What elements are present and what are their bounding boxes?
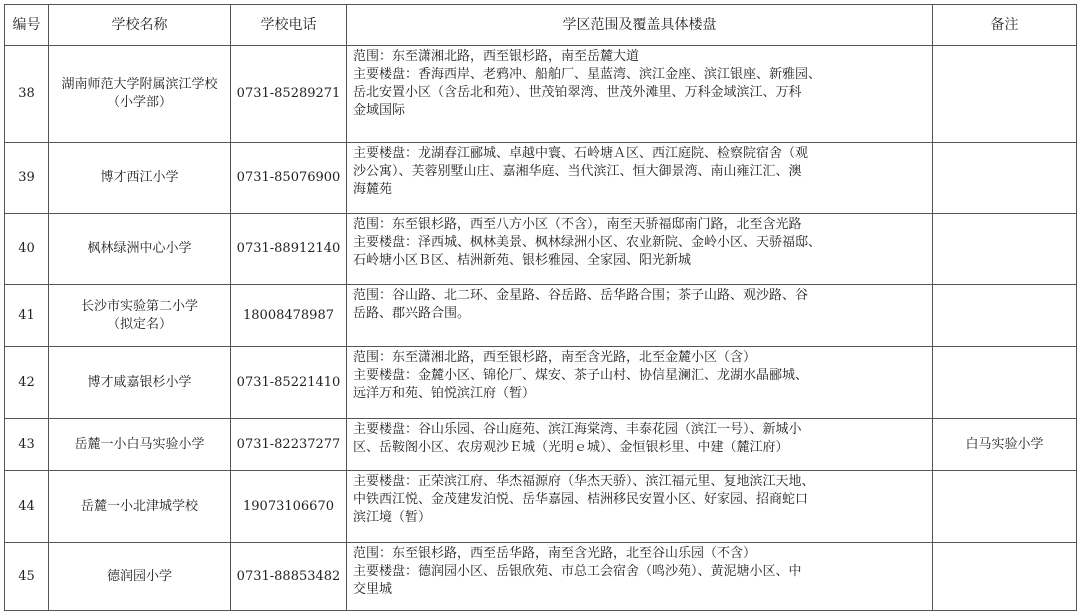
range-line: 主要楼盘：正荣滨江府、华杰福源府（华杰天骄）、滨江福元里、复地滨江天地、 bbox=[353, 474, 815, 489]
school-name-line: 长沙市实验第二小学 bbox=[80, 298, 198, 314]
row-note bbox=[933, 543, 1077, 611]
row-district-range bbox=[347, 143, 933, 214]
row-num: 38 bbox=[5, 46, 49, 143]
row-district-range bbox=[347, 471, 933, 543]
table-row bbox=[5, 419, 1077, 471]
table-row bbox=[5, 543, 1077, 611]
header-num: 编号 bbox=[5, 5, 49, 46]
range-line: 主要楼盘：德润园小区、岳银欣苑、市总工会宿舍（鸣沙苑）、黄泥塘小区、中 bbox=[353, 564, 802, 579]
header-school-phone: 学校电话 bbox=[231, 5, 347, 46]
school-district-table-wrapper bbox=[4, 4, 1076, 611]
school-name-line: 德润园小学 bbox=[106, 568, 172, 584]
row-phone: 0731-88912140 bbox=[231, 214, 347, 285]
row-num: 40 bbox=[5, 214, 49, 285]
range-line: 岳路、郡兴路合围。 bbox=[353, 306, 471, 321]
row-num: 45 bbox=[5, 543, 49, 611]
row-school-name bbox=[49, 471, 231, 543]
row-district-range bbox=[347, 419, 933, 471]
header-school-name: 学校名称 bbox=[49, 5, 231, 46]
row-note bbox=[933, 347, 1077, 419]
header-note: 备注 bbox=[933, 5, 1077, 46]
row-num: 39 bbox=[5, 143, 49, 214]
row-district-range bbox=[347, 214, 933, 285]
row-district-range bbox=[347, 543, 933, 611]
row-phone: 0731-82237277 bbox=[231, 419, 347, 471]
range-line: 范围：谷山路、北二环、金星路、谷岳路、岳华路合围；茶子山路、观沙路、谷 bbox=[353, 288, 809, 303]
row-phone: 0731-85289271 bbox=[231, 46, 347, 143]
range-line: 远洋万和苑、铂悦滨江府（暂） bbox=[353, 386, 536, 401]
row-school-name bbox=[49, 543, 231, 611]
table-row bbox=[5, 46, 1077, 143]
range-line: 区、岳鞍阁小区、农房观沙Ｅ城（光明ｅ城）、金恒银杉里、中建（麓江府） bbox=[353, 440, 789, 455]
row-phone: 0731-88853482 bbox=[231, 543, 347, 611]
range-line: 范围：东至银杉路，西至八方小区（不含），南至天骄福邸南门路，北至含光路 bbox=[353, 217, 802, 232]
school-name-line: 湖南师范大学附属滨江学校 bbox=[61, 77, 218, 92]
school-name-line: （小学部） bbox=[106, 95, 172, 110]
row-school-name bbox=[49, 347, 231, 419]
school-name-line: 岳麓一小北津城学校 bbox=[80, 498, 198, 514]
row-num: 42 bbox=[5, 347, 49, 419]
school-district-table bbox=[4, 4, 1077, 611]
row-note bbox=[933, 471, 1077, 543]
row-num: 41 bbox=[5, 285, 49, 347]
range-line: 主要楼盘：谷山乐园、谷山庭苑、滨江海棠湾、丰泰花园（滨江一号）、新城小 bbox=[353, 422, 802, 437]
row-phone: 19073106670 bbox=[231, 471, 347, 543]
row-phone: 0731-85221410 bbox=[231, 347, 347, 419]
table-row bbox=[5, 471, 1077, 543]
range-line: 主要楼盘：泽西城、枫林美景、枫林绿洲小区、农业新院、金岭小区、天骄福邸、 bbox=[353, 235, 822, 250]
row-num: 44 bbox=[5, 471, 49, 543]
range-line: 主要楼盘：香海西岸、老鸦冲、船舶厂、星蓝湾、滨江金座、滨江银座、新雅园、 bbox=[353, 67, 822, 82]
row-district-range bbox=[347, 347, 933, 419]
header-district-range: 学区范围及覆盖具体楼盘 bbox=[347, 5, 933, 46]
range-line: 岳北安置小区（含岳北和苑）、世茂铂翠湾、世茂外滩里、万科金域滨江、万科 bbox=[353, 85, 802, 100]
row-school-name bbox=[49, 214, 231, 285]
row-district-range bbox=[347, 285, 933, 347]
row-school-name bbox=[49, 285, 231, 347]
table-row bbox=[5, 143, 1077, 214]
range-line: 沙公寓）、芙蓉别墅山庄、嘉湘华庭、当代滨江、恒大御景湾、南山雍江汇、澳 bbox=[353, 164, 802, 179]
school-name-line: 博才咸嘉银杉小学 bbox=[87, 374, 192, 390]
row-note: 白马实验小学 bbox=[933, 419, 1077, 471]
range-line: 金域国际 bbox=[353, 103, 406, 118]
range-line: 交里城 bbox=[353, 582, 393, 597]
range-line: 范围：东至银杉路，西至岳华路，南至含光路，北至谷山乐园（不含） bbox=[353, 546, 757, 561]
row-school-name bbox=[49, 46, 231, 143]
table-row bbox=[5, 214, 1077, 285]
row-note bbox=[933, 285, 1077, 347]
row-note bbox=[933, 143, 1077, 214]
range-line: 石岭塘小区Ｂ区、桔洲新苑、银杉雅园、全家园、阳光新城 bbox=[353, 253, 692, 268]
table-row bbox=[5, 285, 1077, 347]
table-row bbox=[5, 347, 1077, 419]
row-note bbox=[933, 46, 1077, 143]
range-line: 海麓苑 bbox=[353, 182, 393, 197]
row-district-range bbox=[347, 46, 933, 143]
range-line: 范围：东至潇湘北路，西至银杉路，南至含光路，北至金麓小区（含） bbox=[353, 350, 757, 365]
table-header-row bbox=[5, 5, 1077, 46]
row-note bbox=[933, 214, 1077, 285]
school-name-line: 枫林绿洲中心小学 bbox=[87, 241, 192, 256]
range-line: 滨江境（暂） bbox=[353, 510, 432, 525]
row-school-name bbox=[49, 143, 231, 214]
school-name-line: （拟定名） bbox=[106, 316, 172, 332]
row-phone: 0731-85076900 bbox=[231, 143, 347, 214]
range-line: 主要楼盘：金麓小区、锦伦厂、煤安、茶子山村、协信星澜汇、龙湖水晶郦城、 bbox=[353, 368, 809, 383]
row-phone: 18008478987 bbox=[231, 285, 347, 347]
range-line: 主要楼盘：龙湖春江郦城、卓越中寰、石岭塘Ａ区、西江庭院、检察院宿舍（观 bbox=[353, 146, 809, 161]
range-line: 范围：东至潇湘北路，西至银杉路，南至岳麓大道 bbox=[353, 49, 640, 64]
school-name-line: 博才西江小学 bbox=[100, 170, 179, 185]
row-num: 43 bbox=[5, 419, 49, 471]
range-line: 中铁西江悦、金茂建发泊悦、岳华嘉园、桔洲移民安置小区、好家园、招商蛇口 bbox=[353, 492, 809, 507]
school-name-line: 岳麓一小白马实验小学 bbox=[74, 436, 205, 452]
row-school-name bbox=[49, 419, 231, 471]
